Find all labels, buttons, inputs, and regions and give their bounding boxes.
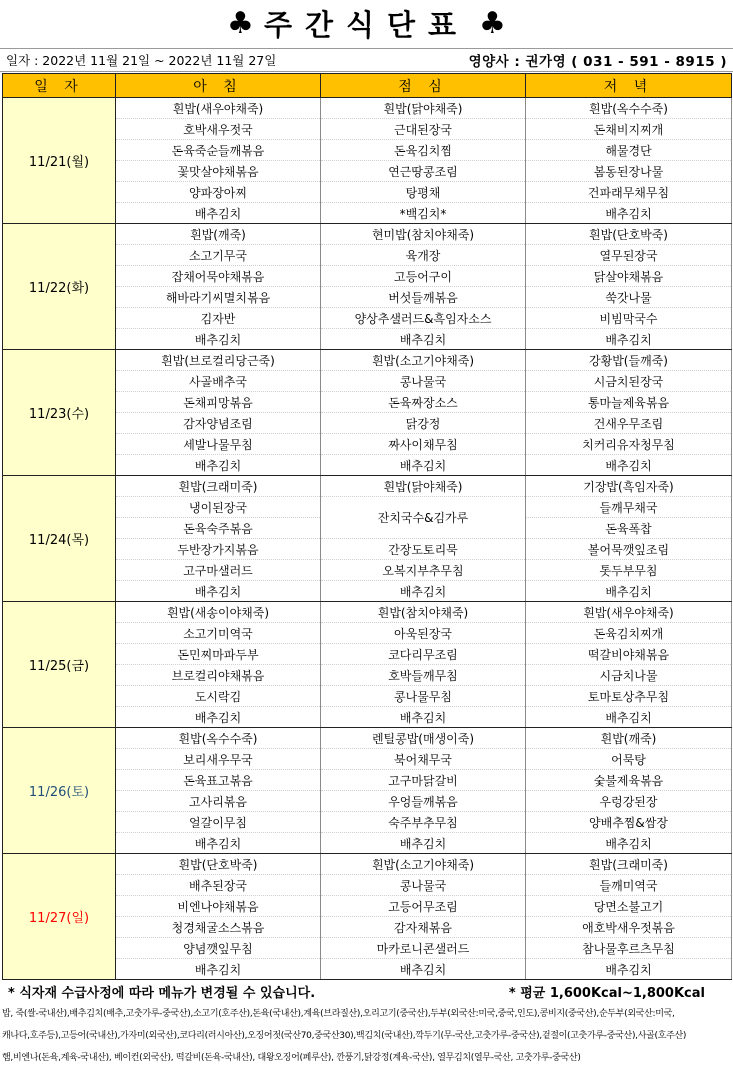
lunch-item: 렌틸콩밥(매생이죽) [321, 728, 526, 749]
lunch-item: 닭강정 [321, 413, 526, 434]
breakfast-item: 두반장가지볶음 [116, 539, 321, 560]
lunch-item: 배추김치 [321, 707, 526, 728]
breakfast-item: 꽃맛살야채볶음 [116, 161, 321, 182]
club-left-icon: ♣ [227, 5, 254, 41]
table-row [3, 476, 732, 497]
dinner-item: 돈육폭찹 [526, 518, 732, 539]
lunch-item: 배추김치 [321, 959, 526, 980]
dinner-item: 시금치나물 [526, 665, 732, 686]
breakfast-item: 잡채어묵야채볶음 [116, 266, 321, 287]
dinner-item: 흰밥(깨죽) [526, 728, 732, 749]
breakfast-item: 흰밥(새우야채죽) [116, 98, 321, 119]
title-char: 주 [263, 7, 305, 42]
dinner-item: 들깨미역국 [526, 875, 732, 896]
breakfast-item: 해바라기씨멸치볶음 [116, 287, 321, 308]
dinner-item: 우렁강된장 [526, 791, 732, 812]
dinner-item: 흰밥(새우야채죽) [526, 602, 732, 623]
breakfast-item: 도시락김 [116, 686, 321, 707]
dinner-item: 봄동된장나물 [526, 161, 732, 182]
day-date: 11/27(일) [3, 854, 116, 980]
origin-line: 밥, 죽(쌀-국내산),배추김치(배추,고춧가루-중국산),소고기(호주산),돈육(국내산),계육(브라질산),오리고기(중국산),두부(외국산:미국,중국,인도),콩비지(중국산),순두부(외국산:미국, [2, 1009, 675, 1019]
lunch-item: 흰밥(소고기야채죽) [321, 854, 526, 875]
breakfast-item: 배추김치 [116, 329, 321, 350]
nutritionist-text: 영양사 : 권가영 ( 031 - 591 - 8915 ) [468, 54, 727, 70]
lunch-item: 흰밥(참치야채죽) [321, 602, 526, 623]
title-char: 간 [304, 7, 346, 42]
lunch-item: 배추김치 [321, 455, 526, 476]
breakfast-item: 얼갈이무침 [116, 812, 321, 833]
table-row [3, 224, 732, 245]
menu-table [2, 73, 732, 980]
dinner-item: 열무된장국 [526, 245, 732, 266]
lunch-item: 탕평채 [321, 182, 526, 203]
breakfast-item: 배추김치 [116, 959, 321, 980]
dinner-item: 비빔막국수 [526, 308, 732, 329]
dinner-item: 돈육김치찌개 [526, 623, 732, 644]
period-text: 일자 : 2022년 11월 21일 ~ 2022년 11월 27일 [6, 53, 277, 68]
title-char: 식 [345, 7, 387, 42]
lunch-item: 호박들깨무침 [321, 665, 526, 686]
table-row [3, 728, 732, 749]
info-row [0, 48, 733, 72]
change-notice: * 식자재 수급사정에 따라 메뉴가 변경될 수 있습니다. [8, 985, 316, 1001]
lunch-item: 근대된장국 [321, 119, 526, 140]
dinner-item: 배추김치 [526, 203, 732, 224]
dinner-item: 통마늘제육볶음 [526, 392, 732, 413]
dinner-item: 돈채비지찌개 [526, 119, 732, 140]
lunch-item: 북어채무국 [321, 749, 526, 770]
breakfast-item: 돈육숙주볶음 [116, 518, 321, 539]
breakfast-item: 흰밥(브로컬리당근죽) [116, 350, 321, 371]
dinner-item: 쑥갓나물 [526, 287, 732, 308]
lunch-item: 간장도토리묵 [321, 539, 526, 560]
lunch-item: 양상추샐러드&흑임자소스 [321, 308, 526, 329]
breakfast-item: 배추김치 [116, 581, 321, 602]
breakfast-item: 흰밥(깨죽) [116, 224, 321, 245]
dinner-item: 애호박새우젓볶음 [526, 917, 732, 938]
dinner-item: 흰밥(옥수수죽) [526, 98, 732, 119]
dinner-item: 닭살야채볶음 [526, 266, 732, 287]
lunch-item: 연근땅콩조림 [321, 161, 526, 182]
table-row [3, 98, 732, 119]
header-date: 일 자 [3, 74, 116, 98]
lunch-item: 흰밥(닭야채죽) [321, 98, 526, 119]
title-char: 표 [428, 7, 470, 42]
lunch-item: 현미밥(참치야채죽) [321, 224, 526, 245]
dinner-item: 톳두부무침 [526, 560, 732, 581]
dinner-item: 기장밥(흑임자죽) [526, 476, 732, 497]
dinner-item: 흰밥(단호박죽) [526, 224, 732, 245]
breakfast-item: 배추김치 [116, 203, 321, 224]
lunch-item: 콩나물무침 [321, 686, 526, 707]
lunch-item: 흰밥(소고기야채죽) [321, 350, 526, 371]
origin-line: 햄,비엔나(돈육,계육-국내산), 베이컨(외국산), 떡갈비(돈육-국내산), 대왕오징어(페루산), 깐풍기,닭강정(계육-국산), 열무김치(열무-국산, 고춧가루-중국산) [2, 1053, 581, 1063]
header-breakfast: 아 침 [116, 74, 321, 98]
breakfast-item: 돈육죽순들깨볶음 [116, 140, 321, 161]
lunch-item: 잔치국수&김가루 [321, 497, 526, 539]
dinner-item: 흰밥(크래미죽) [526, 854, 732, 875]
breakfast-item: 청경채굴소스볶음 [116, 917, 321, 938]
lunch-item: 짜사이채무침 [321, 434, 526, 455]
dinner-item: 참나물후르츠무침 [526, 938, 732, 959]
lunch-item: 코다리무조림 [321, 644, 526, 665]
day-date: 11/21(월) [3, 98, 116, 224]
lunch-item: 돈육김치찜 [321, 140, 526, 161]
note-row [0, 980, 733, 1002]
lunch-item: 아욱된장국 [321, 623, 526, 644]
breakfast-item: 세발나물무침 [116, 434, 321, 455]
lunch-item: 콩나물국 [321, 371, 526, 392]
average-kcal: * 평균 1,600Kcal~1,800Kcal [508, 985, 705, 1001]
day-date: 11/26(토) [3, 728, 116, 854]
table-row [3, 350, 732, 371]
breakfast-item: 흰밥(새송이야채죽) [116, 602, 321, 623]
title-char: 단 [387, 7, 429, 42]
breakfast-item: 양념깻잎무침 [116, 938, 321, 959]
dinner-item: 배추김치 [526, 707, 732, 728]
dinner-item: 배추김치 [526, 329, 732, 350]
lunch-item: 감자채볶음 [321, 917, 526, 938]
dinner-item: 양배추찜&쌈장 [526, 812, 732, 833]
breakfast-item: 흰밥(옥수수죽) [116, 728, 321, 749]
breakfast-item: 보리새우무국 [116, 749, 321, 770]
breakfast-item: 비엔나야채볶음 [116, 896, 321, 917]
dinner-item: 강황밥(들깨죽) [526, 350, 732, 371]
breakfast-item: 돈채피망볶음 [116, 392, 321, 413]
dinner-item: 배추김치 [526, 455, 732, 476]
breakfast-item: 냉이된장국 [116, 497, 321, 518]
breakfast-item: 고구마샐러드 [116, 560, 321, 581]
breakfast-item: 돈육표고볶음 [116, 770, 321, 791]
dinner-item: 건파래무채무침 [526, 182, 732, 203]
lunch-item: 숙주부추무침 [321, 812, 526, 833]
breakfast-item: 소고기무국 [116, 245, 321, 266]
dinner-item: 배추김치 [526, 581, 732, 602]
dinner-item: 볼어묵깻잎조림 [526, 539, 732, 560]
lunch-item: 버섯들깨볶음 [321, 287, 526, 308]
table-header-row [3, 74, 732, 98]
dinner-item: 배추김치 [526, 833, 732, 854]
club-right-icon: ♣ [479, 5, 506, 41]
dinner-item: 어묵탕 [526, 749, 732, 770]
lunch-item: 배추김치 [321, 581, 526, 602]
dinner-item: 숯불제육볶음 [526, 770, 732, 791]
lunch-item: 흰밥(닭야채죽) [321, 476, 526, 497]
breakfast-item: 사골배추국 [116, 371, 321, 392]
page-title [0, 0, 733, 46]
lunch-item: 우엉들깨볶음 [321, 791, 526, 812]
day-date: 11/25(금) [3, 602, 116, 728]
dinner-item: 건새우무조림 [526, 413, 732, 434]
table-row [3, 854, 732, 875]
breakfast-item: 호박새우젓국 [116, 119, 321, 140]
header-dinner: 저 녁 [526, 74, 732, 98]
origin-line: 캐나다,호주등),고등어(국내산),가자미(외국산),코다리(러시아산),오징어젓(국산70,중국산30),백김치(국내산),깍두기(무-국산,고춧가루-중국산),겉절이(고춧가루-중국산),사골(호주산) [2, 1031, 687, 1041]
breakfast-item: 양파장아찌 [116, 182, 321, 203]
lunch-item: 고구마닭갈비 [321, 770, 526, 791]
table-row [3, 602, 732, 623]
lunch-item: *백김치* [321, 203, 526, 224]
dinner-item: 배추김치 [526, 959, 732, 980]
dinner-item: 떡갈비야채볶음 [526, 644, 732, 665]
menu-body [3, 98, 732, 980]
lunch-item: 오복지부추무침 [321, 560, 526, 581]
dinner-item: 치커리유자청무침 [526, 434, 732, 455]
breakfast-item: 고사리볶음 [116, 791, 321, 812]
lunch-item: 돈육짜장소스 [321, 392, 526, 413]
breakfast-item: 감자양념조림 [116, 413, 321, 434]
lunch-item: 배추김치 [321, 833, 526, 854]
lunch-item: 고등어구이 [321, 266, 526, 287]
lunch-item: 육개장 [321, 245, 526, 266]
breakfast-item: 흰밥(단호박죽) [116, 854, 321, 875]
dinner-item: 들깨무채국 [526, 497, 732, 518]
breakfast-item: 배추된장국 [116, 875, 321, 896]
breakfast-item: 배추김치 [116, 833, 321, 854]
dinner-item: 당면소불고기 [526, 896, 732, 917]
day-date: 11/22(화) [3, 224, 116, 350]
header-lunch: 점 심 [321, 74, 526, 98]
day-date: 11/23(수) [3, 350, 116, 476]
breakfast-item: 김자반 [116, 308, 321, 329]
breakfast-item: 배추김치 [116, 707, 321, 728]
breakfast-item: 돈민찌마파두부 [116, 644, 321, 665]
lunch-item: 배추김치 [321, 329, 526, 350]
lunch-item: 마카로니콘샐러드 [321, 938, 526, 959]
dinner-item: 시금치된장국 [526, 371, 732, 392]
dinner-item: 해물경단 [526, 140, 732, 161]
breakfast-item: 소고기미역국 [116, 623, 321, 644]
breakfast-item: 배추김치 [116, 455, 321, 476]
day-date: 11/24(목) [3, 476, 116, 602]
dinner-item: 토마토상추무침 [526, 686, 732, 707]
lunch-item: 콩나물국 [321, 875, 526, 896]
breakfast-item: 브로컬리야채볶음 [116, 665, 321, 686]
lunch-item: 고등어무조림 [321, 896, 526, 917]
breakfast-item: 흰밥(크래미죽) [116, 476, 321, 497]
